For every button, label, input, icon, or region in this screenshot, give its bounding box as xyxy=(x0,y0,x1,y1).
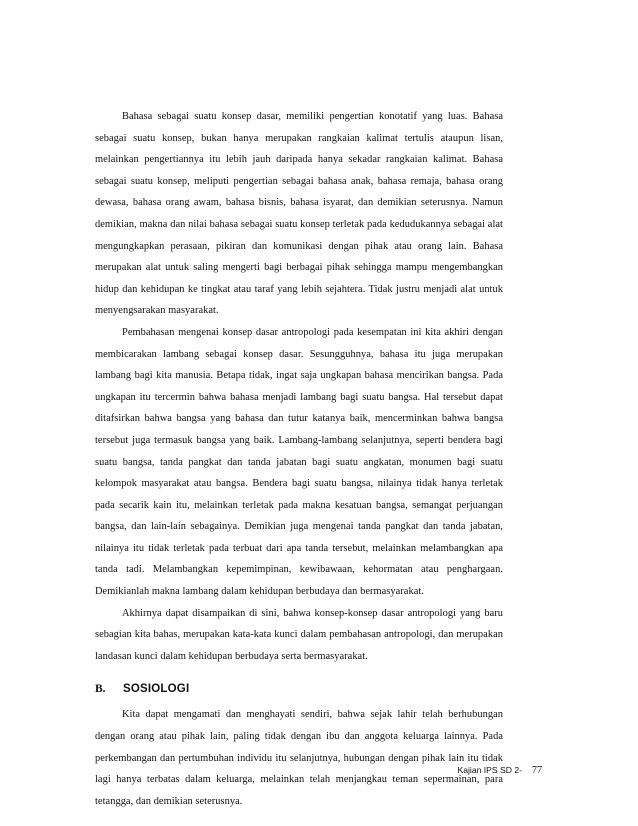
paragraph-kesimpulan: Akhirnya dapat disampaikan di sini, bahwa konsep-konsep dasar antropologi yang baru sebagian kita bahas, merupakan kata-kata kunci dalam pembahasan antropologi, dan merupakan landasan kunci dalam kehidupan berbudaya serta bermasyarakat. xyxy=(95,607,503,662)
paragraph-lambang: Pembahasan mengenai konsep dasar antropologi pada kesempatan ini kita akhiri dengan membicarakan lambang sebagai konsep dasar. Sesungguhnya, bahasa itu juga merupakan lambang bagi kita manusia. Betapa tidak, ingat saja ungkapan bahasa mencirikan bangsa. Pada ungkapan itu tercermin bahwa bahasa menjadi lambang bagi suatu bangsa. Hal tersebut dapat ditafsirkan bahwa bangsa yang bahasa dan tutur katanya baik, mencerminkan bahwa bangsa tersebut juga termasuk bangsa yang baik. Lambang-lambang selanjutnya, seperti bendera bagi suatu bangsa, tanda pangkat dan tanda jabatan bagi suatu angkatan, monumen bagi suatu kelompok masyarakat atau bangsa. Bendera bagi suatu bangsa, nilainya tidak hanya terletak pada secarik kain itu, melainkan terletak pada makna kesatuan bangsa, semangat perjuangan bangsa, dan lain-lain sebagainya. Demikian juga mengenai tanda pangkat dan tanda jabatan, nilainya itu tidak terletak pada terbuat dari apa tanda tersebut, melainkan melambangkan apa tanda tadi. Melambangkan kepemimpinan, kewibawaan, kehormatan atau penghargaan. Demikianlah makna lambang dalam kehidupan berbudaya dan bermasyarakat. xyxy=(95,326,503,598)
page-footer xyxy=(458,765,542,776)
page-content xyxy=(95,106,503,812)
section-title: SOSIOLOGI xyxy=(123,683,190,696)
section-heading xyxy=(95,681,503,698)
paragraph-bahasa: Bahasa sebagai suatu konsep dasar, memiliki pengertian konotatif yang luas. Bahasa sebagai suatu konsep, bukan hanya merupakan rangkaian kalimat tertulis ataupun lisan, melainkan pengertiannya itu lebih jauh daripada hanya sekadar rangkaian kalimat. Bahasa sebagai suatu konsep, meliputi pengertian sebagai bahasa anak, bahasa remaja, bahasa orang dewasa, bahasa orang awam, bahasa bisnis, bahasa isyarat, dan demikian seterusnya. Namun demikian, makna dan nilai bahasa sebagai suatu konsep terletak pada kedudukannya sebagai alat mengungkapkan perasaan, pikiran dan komunikasi dengan pihak atau orang lain. Bahasa merupakan alat untuk saling mengerti bagi berbagai pihak sehingga mampu mengembangkan hidup dan kehidupan ke tingkat atau taraf yang lebih sejahtera. Tidak justru menjadi alat untuk menyengsarakan masyarakat. xyxy=(95,111,503,317)
section-letter: B. xyxy=(95,683,106,696)
paragraph-sosiologi: Kita dapat mengamati dan menghayati sendiri, bahwa sejak lahir telah berhubungan dengan orang atau pihak lain, paling tidak dengan ibu dan anggota keluarga lainnya. Pada perkembangan dan pertumbuhan individu itu selanjutnya, hubungan dengan pihak lain itu tidak lagi hanya terbatas dalam keluarga, melainkan telah menjangkau teman sepermainan, para tetangga, dan demikian seterusnya. xyxy=(95,709,503,807)
page-number: 77 xyxy=(532,765,542,776)
footer-file-name: Kajian IPS SD 2- xyxy=(457,765,522,775)
